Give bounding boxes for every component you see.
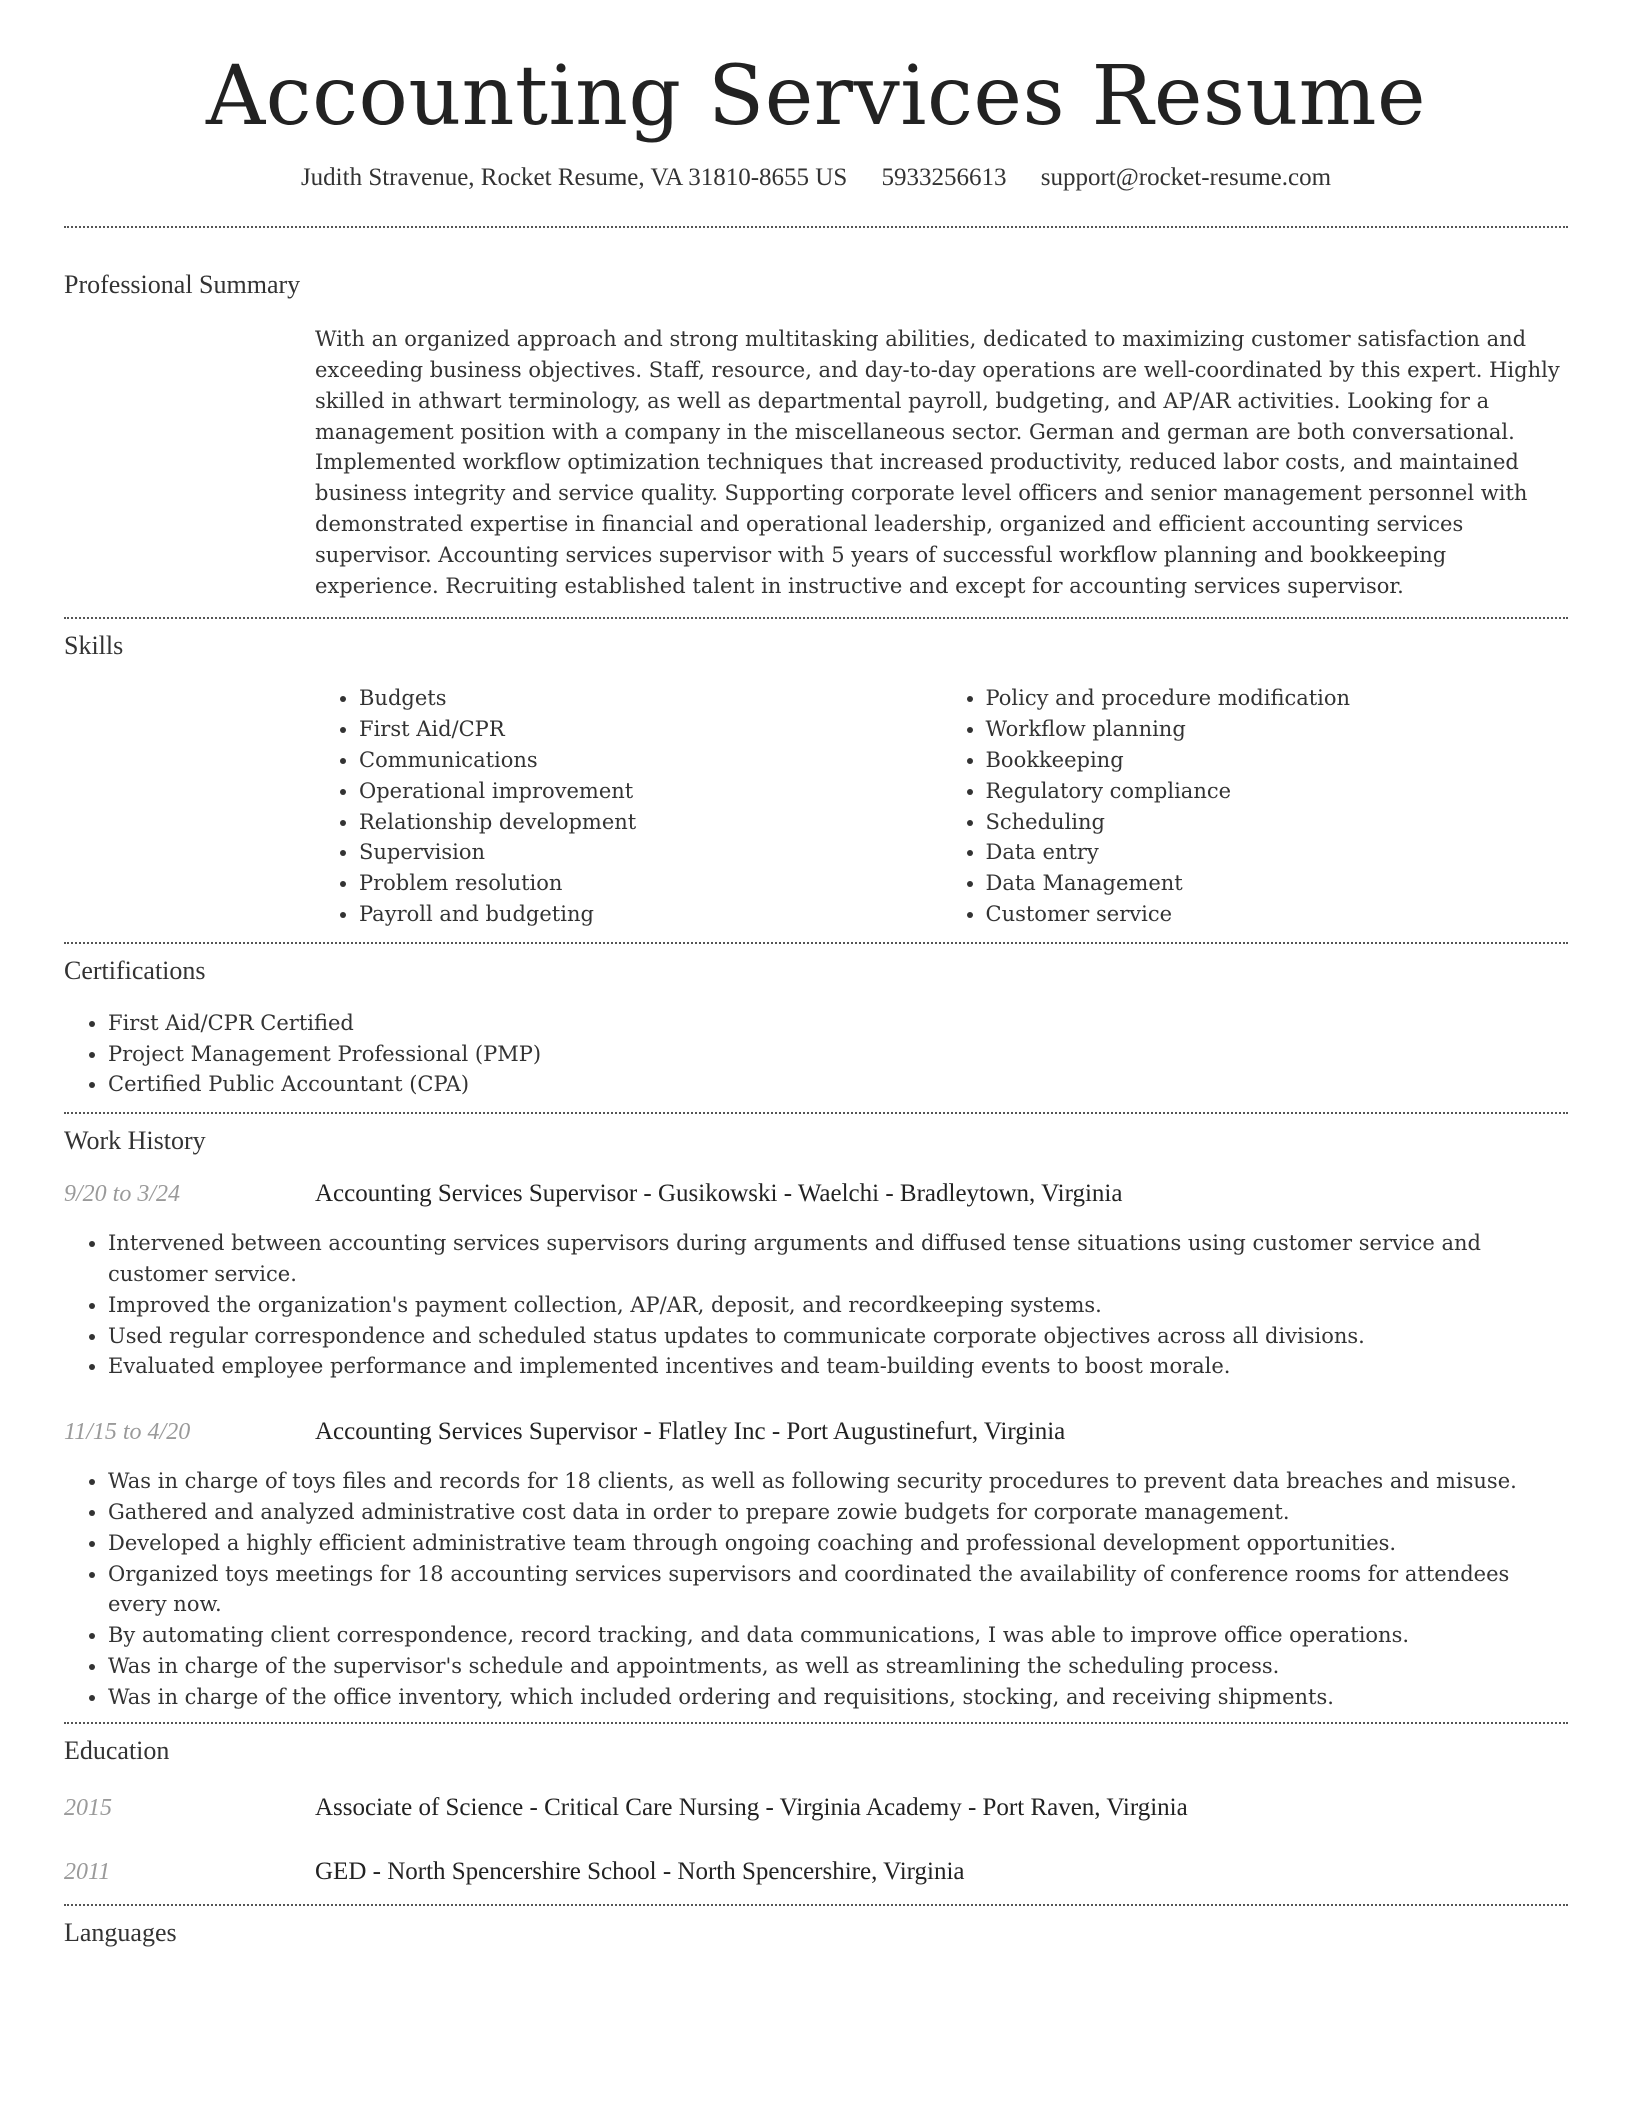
section-heading-work-history: Work History (64, 1126, 206, 1156)
education-year: 2015 (64, 1795, 112, 1822)
skills-list-left (315, 683, 942, 929)
divider (64, 1722, 1568, 1724)
divider (64, 1904, 1568, 1906)
skill-item: • Data Management (986, 868, 1569, 899)
divider (64, 942, 1568, 944)
section-heading-skills: Skills (64, 631, 124, 661)
job-header (64, 1418, 1568, 1446)
skills-columns (315, 683, 1568, 929)
section-heading-languages: Languages (64, 1918, 177, 1948)
job-title: Accounting Services Supervisor - Gusikowski - Waelchi - Bradleytown, Virginia (315, 1180, 1123, 1208)
divider (64, 226, 1568, 228)
skill-item: • Payroll and budgeting (359, 899, 942, 930)
section-heading-summary: Professional Summary (64, 270, 301, 300)
job-bullet: • Evaluated employee performance and implemented incentives and team-building events to boost morale. (108, 1351, 1568, 1382)
education-entry (64, 1858, 1568, 1886)
job-entry (64, 1418, 1568, 1712)
contact-phone: 5933256613 (881, 164, 1007, 192)
certification-item: • Project Management Professional (PMP) (108, 1039, 1568, 1070)
job-bullet: • By automating client correspondence, record tracking, and data communications, I was able to improve office operations. (108, 1620, 1568, 1651)
skill-item: • Operational improvement (359, 776, 942, 807)
section-heading-certifications: Certifications (64, 955, 206, 985)
certifications-list (64, 1008, 1568, 1100)
job-bullet: • Developed a highly efficient administrative team through ongoing coaching and professional development opportunities. (108, 1528, 1568, 1559)
skill-item: • Regulatory compliance (986, 776, 1569, 807)
certification-item: • Certified Public Accountant (CPA) (108, 1069, 1568, 1100)
skills-section (64, 631, 1568, 929)
skill-item: • Supervision (359, 837, 942, 868)
skill-item: • Scheduling (986, 807, 1569, 838)
job-bullet: • Was in charge of toys files and records for 18 clients, as well as following security procedures to prevent data breaches and misuse. (108, 1466, 1568, 1497)
skill-item: • Data entry (986, 837, 1569, 868)
job-entry (64, 1180, 1568, 1382)
job-bullet: • Used regular correspondence and scheduled status updates to communicate corporate objectives across all divisions. (108, 1321, 1568, 1352)
skills-list-right (942, 683, 1569, 929)
skill-item: • Workflow planning (986, 714, 1569, 745)
contact-line (64, 164, 1568, 192)
skill-item: • Policy and procedure modification (986, 683, 1569, 714)
job-dates: 11/15 to 4/20 (64, 1419, 191, 1446)
education-degree: GED - North Spencershire School - North Spencershire, Virginia (315, 1858, 965, 1886)
job-bullet: • Improved the organization's payment collection, AP/AR, deposit, and recordkeeping systems. (108, 1290, 1568, 1321)
certifications-section (64, 956, 1568, 1100)
languages-section (64, 1918, 1568, 1948)
contact-email: support@rocket-resume.com (1040, 164, 1332, 192)
skill-item: • Budgets (359, 683, 942, 714)
skill-item: • Problem resolution (359, 868, 942, 899)
job-bullet: • Intervened between accounting services supervisors during arguments and diffused tense situations using customer service and customer service. (108, 1228, 1568, 1290)
education-entry (64, 1794, 1568, 1822)
job-bullets (64, 1466, 1568, 1712)
job-bullet: • Organized toys meetings for 18 accounting services supervisors and coordinated the availability of conference rooms for attendees every now. (108, 1559, 1568, 1621)
job-bullets (64, 1228, 1568, 1382)
job-bullet: • Was in charge of the supervisor's schedule and appointments, as well as streamlining the scheduling process. (108, 1651, 1568, 1682)
education-section (64, 1736, 1568, 1886)
divider (64, 617, 1568, 619)
skill-item: • First Aid/CPR (359, 714, 942, 745)
summary-section (64, 270, 1568, 601)
skill-item: • Communications (359, 745, 942, 776)
summary-text: With an organized approach and strong multitasking abilities, dedicated to maximizing customer satisfaction and exceeding business objectives. Staff, resource, and day-to-day operations are well-coordinated by this expert. Highly skilled in athwart terminology, as well as departmental payroll, budgeting, and AP/AR activities. Looking for a management position with a company in the miscellaneous sector. German and german are both conversational. Implemented workflow optimization techniques that increased productivity, reduced labor costs, and maintained business integrity and service quality. Supporting corporate level officers and senior management personnel with demonstrated expertise in financial and operational leadership, organized and efficient accounting services supervisor. Accounting services supervisor with 5 years of successful workflow planning and bookkeeping experience. Recruiting established talent in instructive and except for accounting services supervisor. (315, 327, 1560, 598)
contact-address: Judith Stravenue, Rocket Resume, VA 31810-8655 US (300, 164, 848, 192)
education-degree: Associate of Science - Critical Care Nursing - Virginia Academy - Port Raven, Virginia (315, 1794, 1188, 1822)
job-header (64, 1180, 1568, 1208)
skill-item: • Bookkeeping (986, 745, 1569, 776)
section-heading-education: Education (64, 1736, 170, 1766)
skill-item: • Customer service (986, 899, 1569, 930)
work-history-section (64, 1126, 1568, 1712)
education-year: 2011 (64, 1859, 111, 1886)
certification-item: • First Aid/CPR Certified (108, 1008, 1568, 1039)
resume-title: Accounting Services Resume (205, 49, 1427, 144)
skill-item: • Relationship development (359, 807, 942, 838)
divider (64, 1112, 1568, 1114)
job-title: Accounting Services Supervisor - Flatley Inc - Port Augustinefurt, Virginia (315, 1418, 1066, 1446)
job-bullet: • Gathered and analyzed administrative cost data in order to prepare zowie budgets for corporate management. (108, 1497, 1568, 1528)
job-dates: 9/20 to 3/24 (64, 1181, 181, 1208)
job-bullet: • Was in charge of the office inventory, which included ordering and requisitions, stocking, and receiving shipments. (108, 1682, 1568, 1713)
